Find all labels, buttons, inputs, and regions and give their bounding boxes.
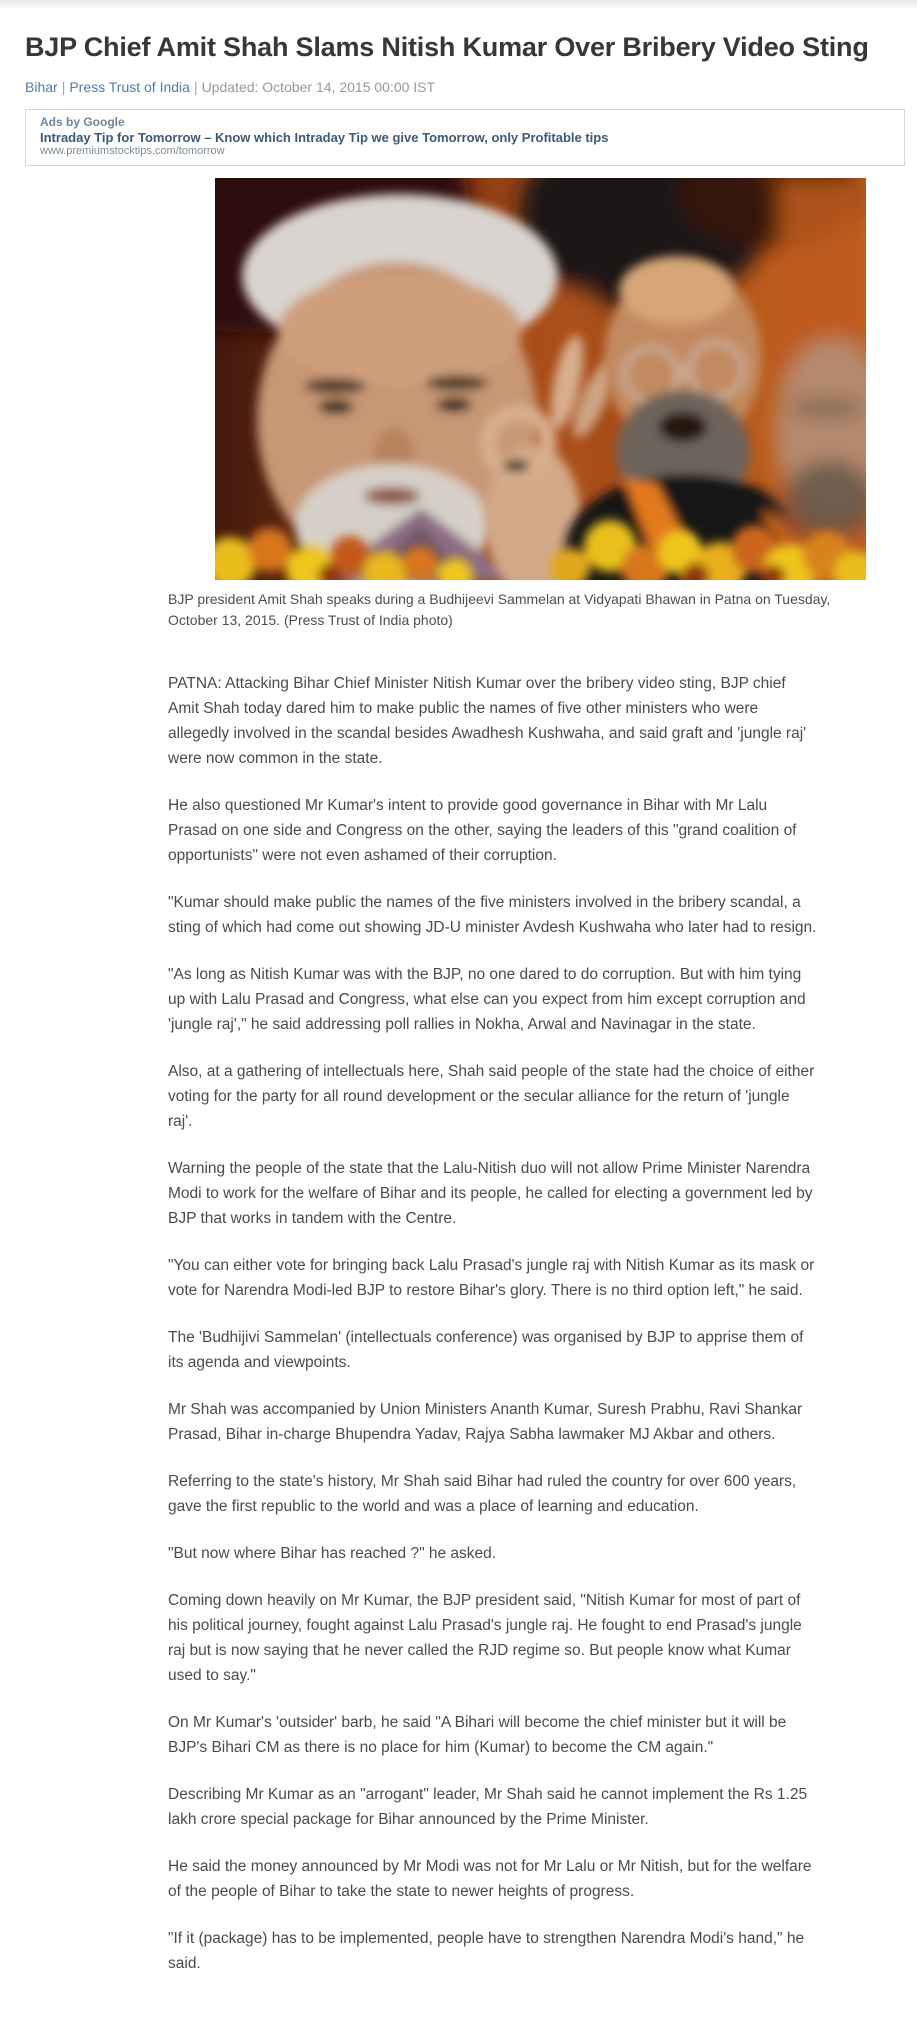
- ads-by-google-label: Ads by Google: [40, 115, 125, 129]
- article-page: [0, 10, 917, 1976]
- byline-separator: |: [61, 79, 66, 95]
- article-photo: [215, 178, 866, 580]
- article-paragraph: "But now where Bihar has reached ?" he asked.: [168, 1545, 497, 1562]
- article-paragraph: "You can either vote for bringing back Lalu Prasad's jungle raj with Nitish Kumar as its mask or vote for Narendra Modi-led BJP to restore Bihar's glory. There is no third option left," he said.: [168, 1257, 815, 1299]
- article-paragraph: Coming down heavily on Mr Kumar, the BJP president said, "Nitish Kumar for most of part of his political journey, fought against Lalu Prasad's jungle raj. He fought to end Prasad's jungle raj but is now saying that he never called the RJD regime so. But people know what Kumar used to say.": [168, 1592, 802, 1684]
- article-paragraph: Describing Mr Kumar as an "arrogant" leader, Mr Shah said he cannot implement the Rs 1.25 lakh crore special package for Bihar announced by the Prime Minister.: [168, 1786, 808, 1828]
- lead-photo-figure: [168, 178, 913, 631]
- ad-title-link[interactable]: Intraday Tip for Tomorrow – Know which Intraday Tip we give Tomorrow, only Profitable tips: [40, 130, 609, 145]
- article-paragraph: Mr Shah was accompanied by Union Ministers Ananth Kumar, Suresh Prabhu, Ravi Shankar Prasad, Bihar in-charge Bhupendra Yadav, Rajya Sabha lawmaker MJ Akbar and others.: [168, 1401, 803, 1443]
- article-paragraph: On Mr Kumar's 'outsider' barb, he said "A Bihari will become the chief minister but it will be BJP's Bihari CM as there is no place for him (Kumar) to become the CM again.": [168, 1714, 787, 1756]
- article-text: [168, 671, 913, 1976]
- article-paragraph: He said the money announced by Mr Modi was not for Mr Lalu or Mr Nitish, but for the welfare of the people of Bihar to take the state to newer heights of progress.: [168, 1858, 812, 1900]
- byline-separator: |: [193, 79, 198, 95]
- article-paragraph: Referring to the state's history, Mr Shah said Bihar had ruled the country for over 600 years, gave the first republic to the world and was a place of learning and education.: [168, 1473, 797, 1515]
- article-paragraph: The 'Budhijivi Sammelan' (intellectuals conference) was organised by BJP to apprise them of its agenda and viewpoints.: [168, 1329, 804, 1371]
- article-paragraph: "Kumar should make public the names of the five ministers involved in the bribery scandal, a sting of which had come out showing JD-U minister Avdesh Kushwaha who later had to resign.: [168, 894, 817, 936]
- article-paragraph: Also, at a gathering of intellectuals here, Shah said people of the state had the choice of either voting for the party for all round development or the secular alliance for the return of 'jungle raj'.: [168, 1063, 815, 1130]
- byline-source-link[interactable]: Press Trust of India: [69, 79, 190, 95]
- byline: [25, 79, 905, 95]
- article-paragraph: He also questioned Mr Kumar's intent to provide good governance in Bihar with Mr Lalu Prasad on one side and Congress on the other, saying the leaders of this "grand coalition of opportunists" were not even ashamed of their corruption.: [168, 797, 797, 864]
- photo-caption: BJP president Amit Shah speaks during a Budhijeevi Sammelan at Vidyapati Bhawan in Patna on Tuesday, October 13, 2015. (Press Trust of India photo): [168, 591, 831, 628]
- article-paragraph: "As long as Nitish Kumar was with the BJP, no one dared to do corruption. But with him tying up with Lalu Prasad and Congress, what else can you expect from him except corruption and 'jungle raj'," he said addressing poll rallies in Nokha, Arwal and Navinagar in the state.: [168, 966, 806, 1033]
- page-title: BJP Chief Amit Shah Slams Nitish Kumar Over Bribery Video Sting: [25, 32, 869, 62]
- article-paragraph: PATNA: Attacking Bihar Chief Minister Nitish Kumar over the bribery video sting, BJP chief Amit Shah today dared him to make public the names of five other ministers who were allegedly involved in the scandal besides Awadhesh Kushwaha, and said graft and 'jungle raj' were now common in the state.: [168, 675, 807, 767]
- byline-category-link[interactable]: Bihar: [25, 79, 58, 95]
- google-ad-unit[interactable]: [25, 109, 905, 166]
- article-paragraph: "If it (package) has to be implemented, people have to strengthen Narendra Modi's hand," he said.: [168, 1930, 805, 1972]
- page-top-divider: [0, 0, 917, 10]
- article-paragraph: Warning the people of the state that the Lalu-Nitish duo will not allow Prime Minister Narendra Modi to work for the welfare of Bihar and its people, he called for electing a government led by BJP that works in tandem with the Centre.: [168, 1160, 813, 1227]
- article-body-column: [168, 178, 913, 1976]
- byline-updated-timestamp: Updated: October 14, 2015 00:00 IST: [201, 79, 436, 95]
- ad-display-url[interactable]: www.premiumstocktips.com/tomorrow: [40, 145, 225, 157]
